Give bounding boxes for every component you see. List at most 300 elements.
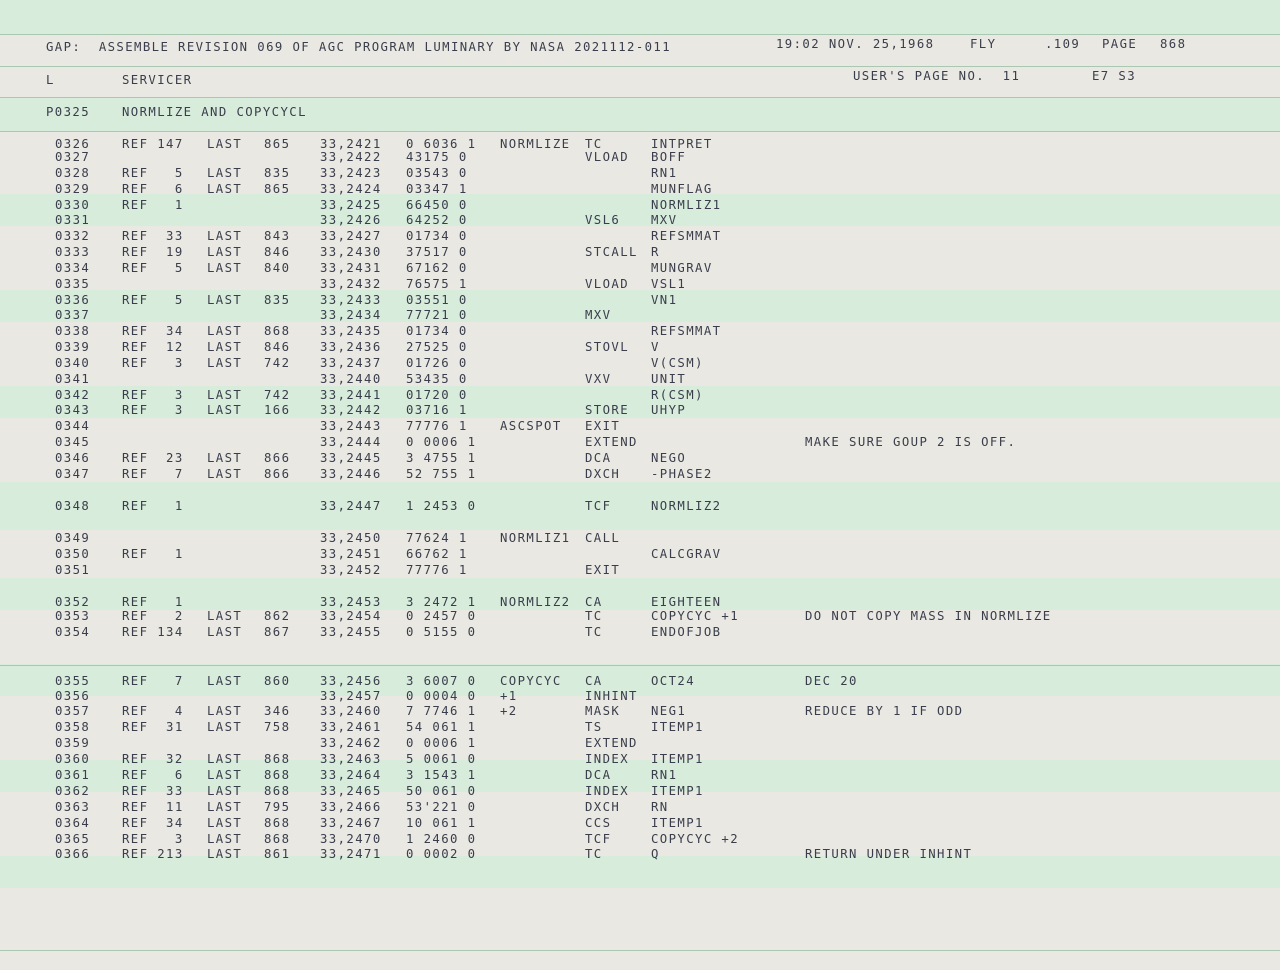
rule-line [0, 34, 1280, 35]
last-label: LAST [207, 293, 243, 307]
line-number: 0364 [55, 816, 91, 830]
opcode: TC [585, 625, 603, 639]
address: 33,2452 [320, 563, 382, 577]
address: 33,2457 [320, 689, 382, 703]
operand: VN1 [651, 293, 678, 307]
last-page: 865 [264, 137, 291, 151]
opcode: VXV [585, 372, 612, 386]
octal-code: 03716 1 [406, 403, 468, 417]
address: 33,2440 [320, 372, 382, 386]
address: 33,2444 [320, 435, 382, 449]
operand: MXV [651, 213, 678, 227]
octal-code: 50 061 0 [406, 784, 477, 798]
octal-code: 3 6007 0 [406, 674, 477, 688]
address: 33,2437 [320, 356, 382, 370]
address: 33,2461 [320, 720, 382, 734]
octal-code: 77624 1 [406, 531, 468, 545]
line-number: 0361 [55, 768, 91, 782]
ref-count: REF 32 [122, 752, 184, 766]
rule-line [0, 950, 1280, 951]
octal-code: 77776 1 [406, 563, 468, 577]
last-label: LAST [207, 784, 243, 798]
octal-code: 37517 0 [406, 245, 468, 259]
line-number: 0328 [55, 166, 91, 180]
address: 33,2442 [320, 403, 382, 417]
ref-count: REF 31 [122, 720, 184, 734]
operand: -PHASE2 [651, 467, 713, 481]
operand: NEGO [651, 451, 687, 465]
ref-count: REF 6 [122, 768, 184, 782]
last-page: 346 [264, 704, 291, 718]
operand: RN1 [651, 768, 678, 782]
octal-code: 54 061 1 [406, 720, 477, 734]
last-page: 835 [264, 293, 291, 307]
operand: NEG1 [651, 704, 687, 718]
opcode: TS [585, 720, 603, 734]
octal-code: 76575 1 [406, 277, 468, 291]
address: 33,2447 [320, 499, 382, 513]
last-page: 846 [264, 340, 291, 354]
opcode: TCF [585, 499, 612, 513]
operand: EIGHTEEN [651, 595, 722, 609]
last-page: 840 [264, 261, 291, 275]
octal-code: 0 0004 0 [406, 689, 477, 703]
last-label: LAST [207, 356, 243, 370]
opcode: CA [585, 595, 603, 609]
last-label: LAST [207, 229, 243, 243]
line-number: 0330 [55, 198, 91, 212]
line-number: 0342 [55, 388, 91, 402]
line-number: 0360 [55, 752, 91, 766]
last-label: LAST [207, 324, 243, 338]
operand: ITEMP1 [651, 752, 704, 766]
octal-code: 66450 0 [406, 198, 468, 212]
last-page: 835 [264, 166, 291, 180]
operand: CALCGRAV [651, 547, 722, 561]
last-label: LAST [207, 720, 243, 734]
last-page: 862 [264, 609, 291, 623]
ref-count: REF 213 [122, 847, 184, 861]
ref-count: REF 3 [122, 388, 184, 402]
line-number: 0351 [55, 563, 91, 577]
ref-count: REF 1 [122, 547, 184, 561]
operand: BOFF [651, 150, 687, 164]
opcode: CA [585, 674, 603, 688]
line-number: 0350 [55, 547, 91, 561]
address: 33,2421 [320, 137, 382, 151]
opcode: TC [585, 609, 603, 623]
symbol-label: NORMLIZE [500, 137, 571, 151]
ref-count: REF 1 [122, 499, 184, 513]
last-page: 843 [264, 229, 291, 243]
operand: COPYCYC +2 [651, 832, 740, 846]
section-title: NORMLIZE AND COPYCYCL [122, 105, 307, 119]
line-number: 0363 [55, 800, 91, 814]
last-page: 866 [264, 467, 291, 481]
symbol-label: ASCSPOT [500, 419, 562, 433]
ref-count: REF 7 [122, 467, 184, 481]
line-number: 0354 [55, 625, 91, 639]
opcode: VLOAD [585, 150, 630, 164]
operand: R [651, 245, 660, 259]
opcode: TC [585, 847, 603, 861]
octal-code: 7 7746 1 [406, 704, 477, 718]
octal-code: 3 1543 1 [406, 768, 477, 782]
line-number: 0355 [55, 674, 91, 688]
operand: R(CSM) [651, 388, 704, 402]
greenbar-band [0, 760, 1280, 792]
line-number: 0338 [55, 324, 91, 338]
last-page: 868 [264, 324, 291, 338]
ref-count: REF 3 [122, 356, 184, 370]
last-label: LAST [207, 609, 243, 623]
octal-code: 5 0061 0 [406, 752, 477, 766]
symbol-label: +1 [500, 689, 518, 703]
last-page: 742 [264, 388, 291, 402]
symbol-label: NORMLIZ1 [500, 531, 571, 545]
operand: MUNGRAV [651, 261, 713, 275]
ref-count: REF 33 [122, 784, 184, 798]
octal-code: 03543 0 [406, 166, 468, 180]
line-number: 0357 [55, 704, 91, 718]
octal-code: 0 5155 0 [406, 625, 477, 639]
line-number: 0345 [55, 435, 91, 449]
address: 33,2450 [320, 531, 382, 545]
octal-code: 0 0006 1 [406, 435, 477, 449]
operand: NORMLIZ1 [651, 198, 722, 212]
symbol-label: COPYCYC [500, 674, 562, 688]
operand: ITEMP1 [651, 784, 704, 798]
last-label: LAST [207, 261, 243, 275]
greenbar-band [0, 0, 1280, 34]
opcode: EXTEND [585, 435, 638, 449]
opcode: EXIT [585, 419, 621, 433]
last-page: 166 [264, 403, 291, 417]
octal-code: 53435 0 [406, 372, 468, 386]
last-label: LAST [207, 388, 243, 402]
opcode: MASK [585, 704, 621, 718]
last-label: LAST [207, 625, 243, 639]
operand: OCT24 [651, 674, 696, 688]
greenbar-band [0, 482, 1280, 530]
line-number: 0339 [55, 340, 91, 354]
last-label: LAST [207, 704, 243, 718]
ref-count: REF 3 [122, 832, 184, 846]
last-page: 866 [264, 451, 291, 465]
operand: ENDOFJOB [651, 625, 722, 639]
operand: Q [651, 847, 660, 861]
listing-datetime: 19:02 NOV. 25,1968 [776, 37, 935, 51]
address: 33,2426 [320, 213, 382, 227]
last-label: LAST [207, 340, 243, 354]
line-number: 0337 [55, 308, 91, 322]
ref-count: REF 23 [122, 451, 184, 465]
address: 33,2463 [320, 752, 382, 766]
octal-code: 0 2457 0 [406, 609, 477, 623]
opcode: VLOAD [585, 277, 630, 291]
address: 33,2441 [320, 388, 382, 402]
line-number: 0353 [55, 609, 91, 623]
octal-code: 77776 1 [406, 419, 468, 433]
greenbar-band [0, 664, 1280, 696]
rule-line [0, 665, 1280, 666]
users-page-number: USER'S PAGE NO. 11 [853, 69, 1021, 83]
octal-code: 53'221 0 [406, 800, 477, 814]
octal-code: 0 0006 1 [406, 736, 477, 750]
ref-count: REF 7 [122, 674, 184, 688]
operand: MUNFLAG [651, 182, 713, 196]
octal-code: 0 6036 1 [406, 137, 477, 151]
octal-code: 77721 0 [406, 308, 468, 322]
operand: REFSMMAT [651, 324, 722, 338]
rule-line [0, 97, 1280, 98]
last-label: LAST [207, 847, 243, 861]
last-page: 868 [264, 784, 291, 798]
line-number: 0332 [55, 229, 91, 243]
opcode: DXCH [585, 467, 621, 481]
address: 33,2436 [320, 340, 382, 354]
last-label: LAST [207, 768, 243, 782]
opcode: DXCH [585, 800, 621, 814]
ref-count: REF 6 [122, 182, 184, 196]
address: 33,2453 [320, 595, 382, 609]
octal-code: 52 755 1 [406, 467, 477, 481]
line-number: 0343 [55, 403, 91, 417]
address: 33,2430 [320, 245, 382, 259]
last-label: LAST [207, 832, 243, 846]
octal-code: 43175 0 [406, 150, 468, 164]
ref-count: REF 34 [122, 324, 184, 338]
last-page: 865 [264, 182, 291, 196]
line-number: 0327 [55, 150, 91, 164]
last-page: 861 [264, 847, 291, 861]
address: 33,2432 [320, 277, 382, 291]
opcode: INDEX [585, 784, 630, 798]
octal-code: 01734 0 [406, 229, 468, 243]
line-number: 0331 [55, 213, 91, 227]
operand: ITEMP1 [651, 816, 704, 830]
ref-count: REF 5 [122, 166, 184, 180]
ref-count: REF 12 [122, 340, 184, 354]
last-label: LAST [207, 166, 243, 180]
operand: UNIT [651, 372, 687, 386]
operand: RN1 [651, 166, 678, 180]
page-label: PAGE [1102, 37, 1138, 51]
operand: INTPRET [651, 137, 713, 151]
last-label: LAST [207, 800, 243, 814]
octal-code: 3 4755 1 [406, 451, 477, 465]
symbol-label: NORMLIZ2 [500, 595, 571, 609]
last-page: 868 [264, 768, 291, 782]
address: 33,2467 [320, 816, 382, 830]
greenbar-band [0, 194, 1280, 226]
log-name: SERVICER [122, 73, 193, 87]
line-number: 0356 [55, 689, 91, 703]
last-label: LAST [207, 245, 243, 259]
address: 33,2460 [320, 704, 382, 718]
comment: MAKE SURE GOUP 2 IS OFF. [805, 435, 1017, 449]
line-number: 0352 [55, 595, 91, 609]
line-number: 0341 [55, 372, 91, 386]
address: 33,2456 [320, 674, 382, 688]
greenbar-band [0, 856, 1280, 888]
opcode: DCA [585, 768, 612, 782]
greenbar-band [0, 290, 1280, 322]
operand: COPYCYC +1 [651, 609, 740, 623]
line-number: 0344 [55, 419, 91, 433]
ref-count: REF 3 [122, 403, 184, 417]
line-number: 0334 [55, 261, 91, 275]
address: 33,2425 [320, 198, 382, 212]
address: 33,2422 [320, 150, 382, 164]
octal-code: 3 2472 1 [406, 595, 477, 609]
ref-count: REF 4 [122, 704, 184, 718]
operand: NORMLIZ2 [651, 499, 722, 513]
comment: DO NOT COPY MASS IN NORMLIZE [805, 609, 1052, 623]
octal-code: 0 0002 0 [406, 847, 477, 861]
ref-count: REF 134 [122, 625, 184, 639]
last-label: LAST [207, 674, 243, 688]
octal-code: 27525 0 [406, 340, 468, 354]
octal-code: 01734 0 [406, 324, 468, 338]
line-number: 0349 [55, 531, 91, 545]
rule-line [0, 131, 1280, 132]
octal-code: 67162 0 [406, 261, 468, 275]
address: 33,2427 [320, 229, 382, 243]
ref-count: REF 1 [122, 198, 184, 212]
ref-count: REF 33 [122, 229, 184, 243]
octal-code: 64252 0 [406, 213, 468, 227]
operand: UHYP [651, 403, 687, 417]
address: 33,2454 [320, 609, 382, 623]
line-number: 0326 [55, 137, 91, 151]
last-page: 758 [264, 720, 291, 734]
address: 33,2462 [320, 736, 382, 750]
address: 33,2424 [320, 182, 382, 196]
opcode: STCALL [585, 245, 638, 259]
line-number: 0366 [55, 847, 91, 861]
octal-code: 66762 1 [406, 547, 468, 561]
last-page: 795 [264, 800, 291, 814]
opcode: TC [585, 137, 603, 151]
opcode: EXIT [585, 563, 621, 577]
line-number: 0358 [55, 720, 91, 734]
octal-code: 01720 0 [406, 388, 468, 402]
last-label: LAST [207, 182, 243, 196]
last-label: LAST [207, 403, 243, 417]
opcode: TCF [585, 832, 612, 846]
page-number: 868 [1160, 37, 1187, 51]
opcode: CCS [585, 816, 612, 830]
operand: RN [651, 800, 669, 814]
ref-count: REF 5 [122, 293, 184, 307]
address: 33,2455 [320, 625, 382, 639]
ref-count: REF 2 [122, 609, 184, 623]
ref-count: REF 147 [122, 137, 184, 151]
last-page: 742 [264, 356, 291, 370]
operand: V(CSM) [651, 356, 704, 370]
address: 33,2466 [320, 800, 382, 814]
greenbar-band [0, 386, 1280, 418]
address: 33,2470 [320, 832, 382, 846]
opcode: EXTEND [585, 736, 638, 750]
opcode: STOVL [585, 340, 630, 354]
line-number: 0362 [55, 784, 91, 798]
listing-title: GAP: ASSEMBLE REVISION 069 OF AGC PROGRAM LUMINARY BY NASA 2021112-011 [46, 40, 672, 54]
octal-code: 1 2453 0 [406, 499, 477, 513]
address: 33,2423 [320, 166, 382, 180]
address: 33,2451 [320, 547, 382, 561]
octal-code: 03347 1 [406, 182, 468, 196]
line-number: 0348 [55, 499, 91, 513]
opcode: INHINT [585, 689, 638, 703]
last-label: LAST [207, 137, 243, 151]
line-number: 0346 [55, 451, 91, 465]
line-number: 0333 [55, 245, 91, 259]
opcode: CALL [585, 531, 621, 545]
last-page: 868 [264, 832, 291, 846]
log-label: L [46, 73, 55, 87]
last-page: 868 [264, 816, 291, 830]
octal-code: 10 061 1 [406, 816, 477, 830]
operand: VSL1 [651, 277, 687, 291]
last-page: 846 [264, 245, 291, 259]
last-page: 867 [264, 625, 291, 639]
run-code: .109 [1045, 37, 1081, 51]
opcode: MXV [585, 308, 612, 322]
address: 33,2445 [320, 451, 382, 465]
line-number: 0365 [55, 832, 91, 846]
operand: ITEMP1 [651, 720, 704, 734]
opcode: INDEX [585, 752, 630, 766]
line-number: 0336 [55, 293, 91, 307]
last-label: LAST [207, 467, 243, 481]
line-number: 0347 [55, 467, 91, 481]
comment: REDUCE BY 1 IF ODD [805, 704, 964, 718]
comment: DEC 20 [805, 674, 858, 688]
address: 33,2443 [320, 419, 382, 433]
opcode: VSL6 [585, 213, 621, 227]
line-number: 0340 [55, 356, 91, 370]
ref-count: REF 5 [122, 261, 184, 275]
octal-code: 03551 0 [406, 293, 468, 307]
operand: REFSMMAT [651, 229, 722, 243]
ref-count: REF 34 [122, 816, 184, 830]
last-page: 860 [264, 674, 291, 688]
address: 33,2471 [320, 847, 382, 861]
address: 33,2434 [320, 308, 382, 322]
section-id: P0325 [46, 105, 91, 119]
greenbar-band [0, 578, 1280, 610]
operand: V [651, 340, 660, 354]
address: 33,2465 [320, 784, 382, 798]
symbol-label: +2 [500, 704, 518, 718]
last-label: LAST [207, 816, 243, 830]
terminal-code: E7 S3 [1092, 69, 1137, 83]
rule-line [0, 66, 1280, 67]
octal-code: 1 2460 0 [406, 832, 477, 846]
last-page: 868 [264, 752, 291, 766]
address: 33,2446 [320, 467, 382, 481]
address: 33,2431 [320, 261, 382, 275]
address: 33,2433 [320, 293, 382, 307]
ref-count: REF 11 [122, 800, 184, 814]
last-label: LAST [207, 752, 243, 766]
opcode: STORE [585, 403, 630, 417]
opcode: DCA [585, 451, 612, 465]
last-label: LAST [207, 451, 243, 465]
line-number: 0335 [55, 277, 91, 291]
